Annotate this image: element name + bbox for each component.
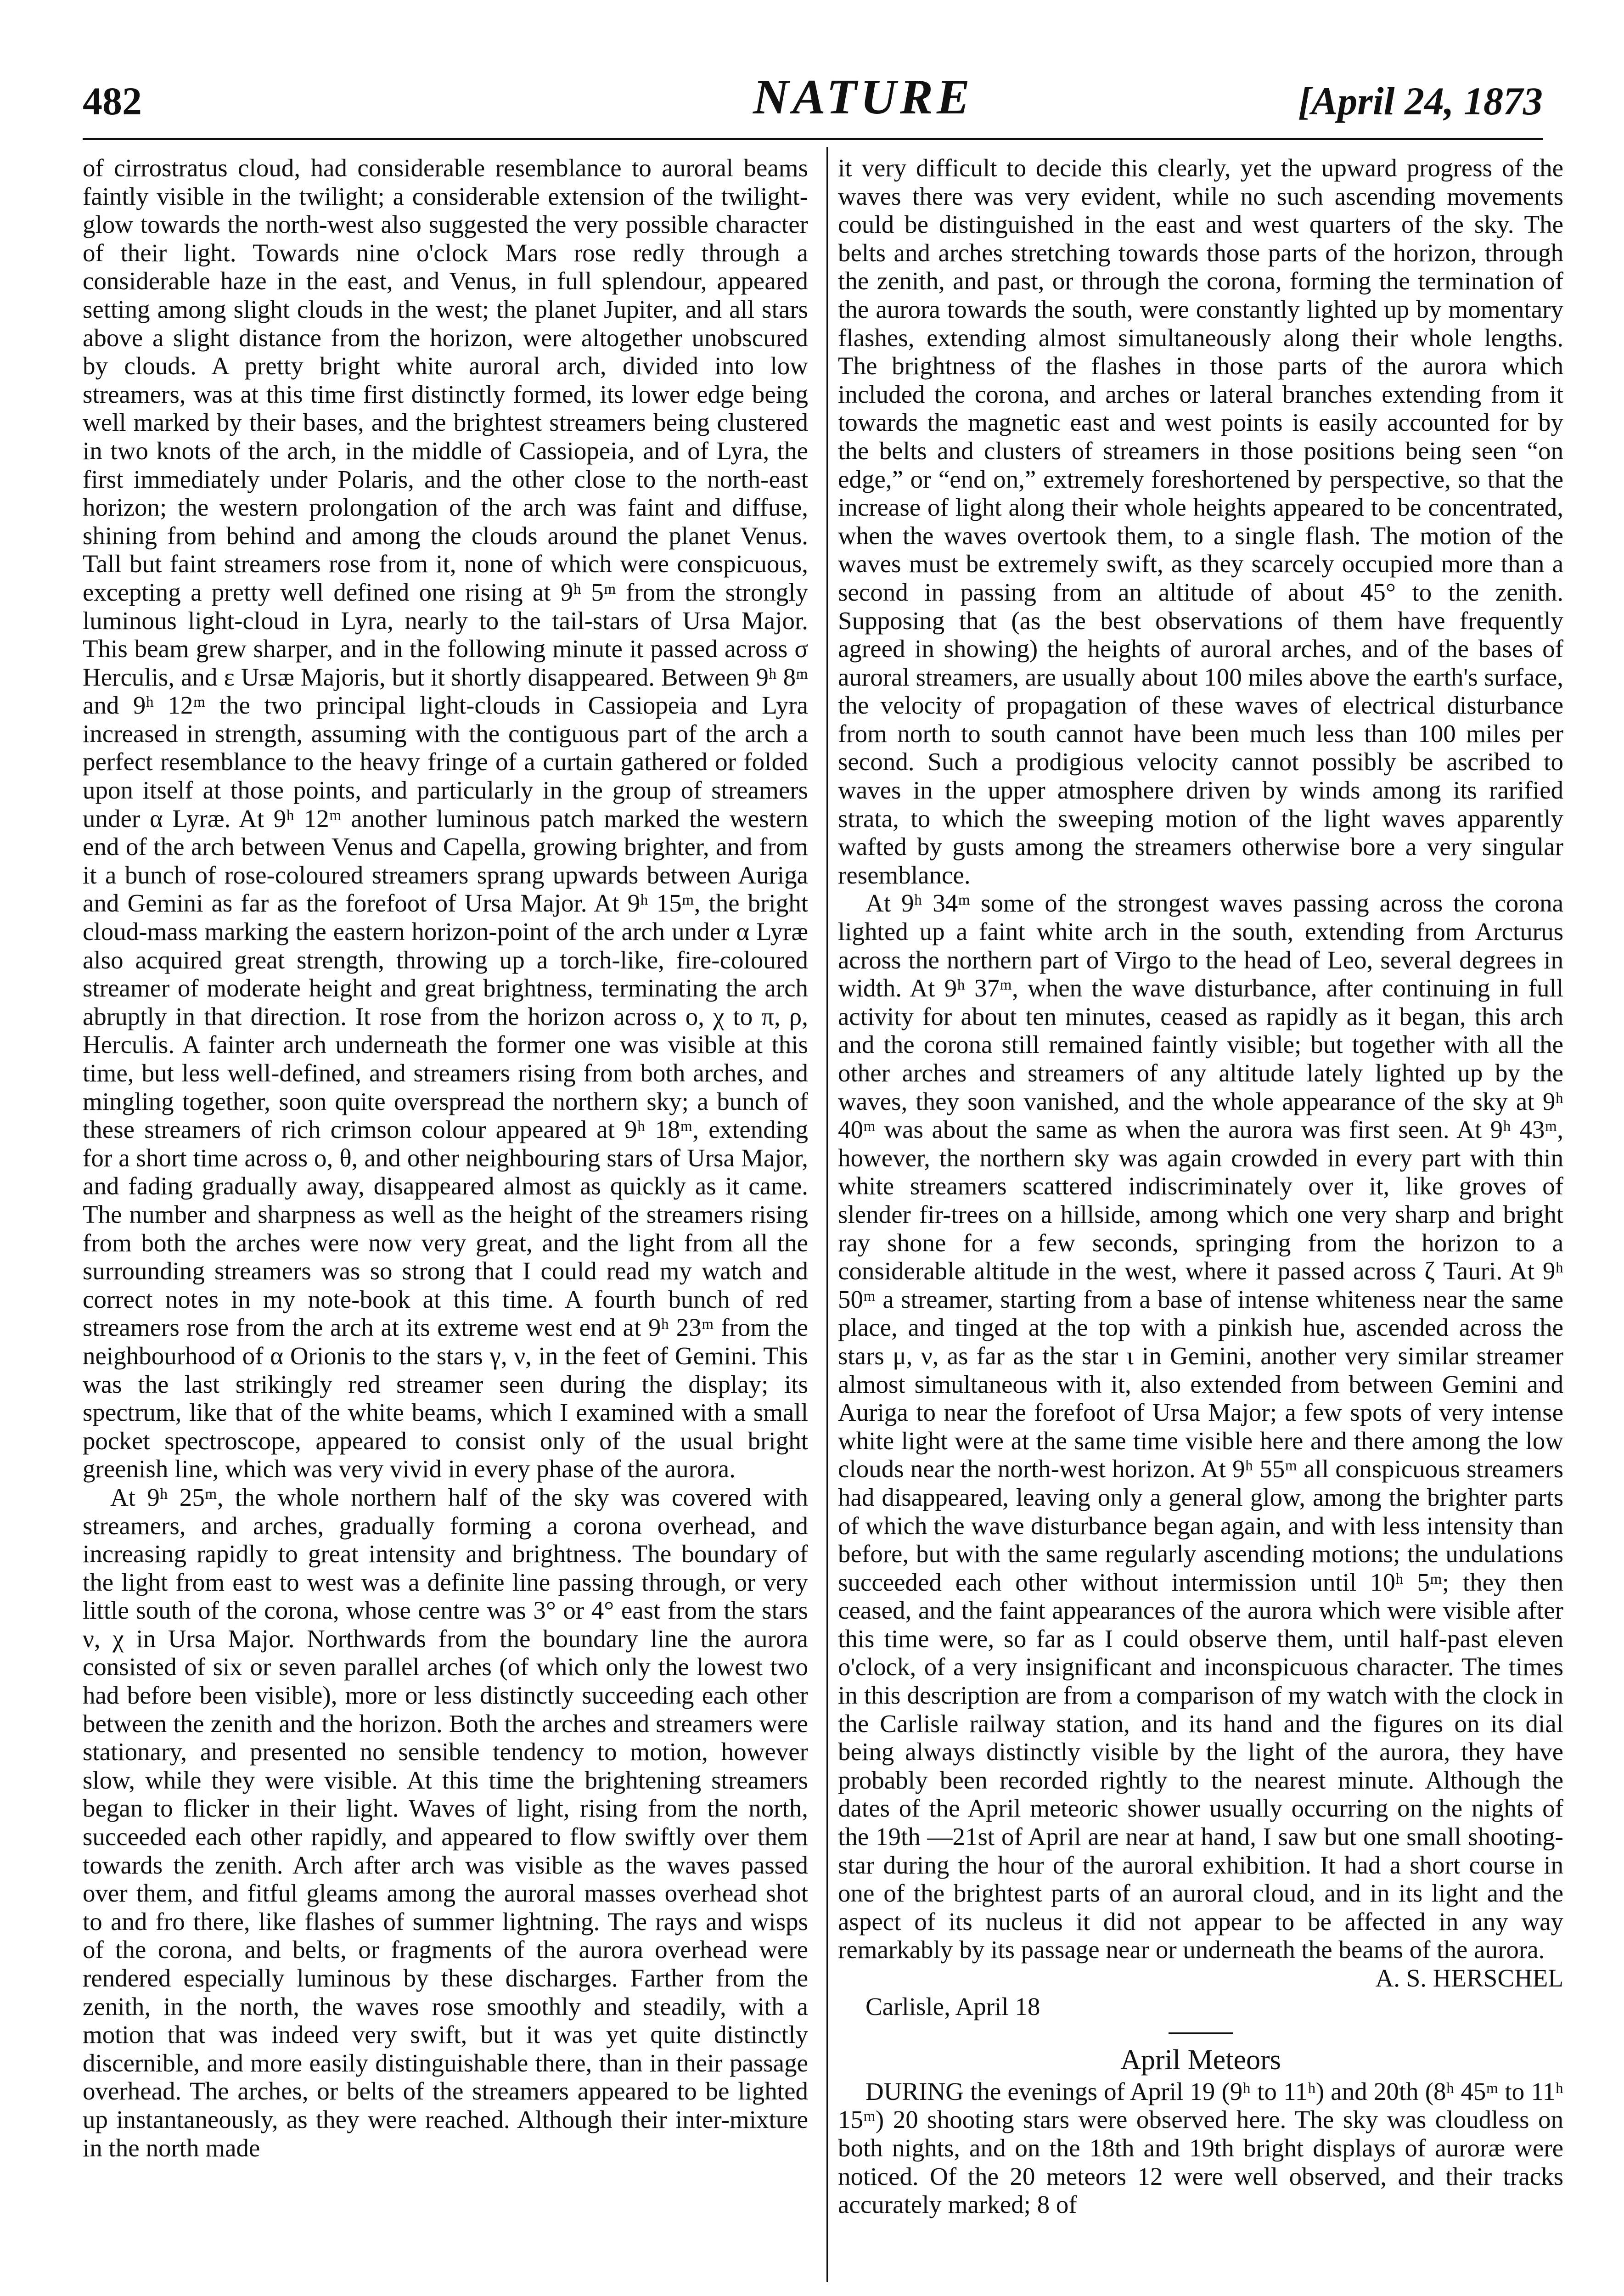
left-paragraph-1: of cirrostratus cloud, had considerable resemblance to auroral beams faintly visible in the twilight; a considerable extension of the twilight-glow towards the north-west also suggested the very possible character of their light. Towards nine o'clock Mars rose redly through a considerable haze in the east, and Venus, in full splendour, appeared setting among slight clouds in the west; the planet Jupiter, and all stars above a slight distance from the horizon, were altogether unobscured by clouds. A pretty bright white auroral arch, divided into low streamers, was at this time first distinctly formed, its lower edge being well marked by their bases, and the brightest streamers being clustered in two knots of the arch, in the middle of Cassiopeia, and of Lyra, the first immediately under Polaris, and the other close to the north-east horizon; the western prolongation of the arch was faint and diffuse, shining from behind and among the clouds around the planet Venus. Tall but faint streamers rose from it, none of which were conspicuous, excepting a pretty well defined one rising at 9ʰ 5ᵐ from the strongly luminous light-cloud in Lyra, nearly to the tail-stars of Ursa Major. This beam grew sharper, and in the following minute it passed across σ Herculis, and ε Ursæ Majoris, but it shortly disappeared. Between 9ʰ 8ᵐ and 9ʰ 12ᵐ the two principal light-clouds in Cassiopeia and Lyra increased in strength, assuming with the contiguous part of the arch a perfect resemblance to the heavy fringe of a curtain gathered or folded upon itself at those points, and particularly in the group of streamers under α Lyræ. At 9ʰ 12ᵐ another luminous patch marked the western end of the arch between Venus and Capella, growing brighter, and from it a bunch of rose-coloured streamers sprang upwards between Auriga and Gemini as far as the forefoot of Ursa Major. At 9ʰ 15ᵐ, the bright cloud-mass marking the eastern horizon-point of the arch under α Lyræ also acquired great strength, throwing up a torch-like, fire-coloured streamer of moderate height and great brightness, terminating the arch abruptly in that direction. It rose from the horizon across ο, χ to π, ρ, Herculis. A fainter arch underneath the former one was visible at this time, but less well-defined, and streamers rising from both arches, and mingling together, soon quite overspread the northern sky; a bunch of these streamers of rich crimson colour appeared at 9ʰ 18ᵐ, extending for a short time across ο, θ, and other neighbouring stars of Ursa Major, and fading gradually away, disappeared almost as quickly as it came. The number and sharpness as well as the height of the streamers rising from both the arches were now very great, and the light from all the surrounding streamers was so strong that I could read my watch and correct notes in my note-book at this time. A fourth bunch of red streamers rose from the arch at its extreme west end at 9ʰ 23ᵐ from the neighbourhood of α Orionis to the stars γ, ν, in the feet of Gemini. This was the last strikingly red streamer seen during the display; its spectrum, like that of the white beams, which I examined with a small pocket spectroscope, appeared to consist only of the usual bright greenish line, which was very vivid in every phase of the aurora.	[83, 154, 808, 1483]
right-column	[838, 154, 1563, 2219]
left-column	[83, 154, 808, 2162]
section-title: April Meteors	[1120, 2044, 1281, 2076]
page-header	[83, 69, 1543, 138]
right-paragraph-2: At 9ʰ 34ᵐ some of the strongest waves passing across the corona lighted up a faint white arch in the south, extending from Arcturus across the northern part of Virgo to the head of Leo, several degrees in width. At 9ʰ 37ᵐ, when the wave disturbance, after continuing in full activity for about ten minutes, ceased as rapidly as it began, this arch and the corona still remained faintly visible; but together with all the other arches and streamers of any altitude lately lighted up by the waves, they soon vanished, and the whole appearance of the sky at 9ʰ 40ᵐ was about the same as when the aurora was first seen. At 9ʰ 43ᵐ, however, the northern sky was again crowded in every part with thin white streamers scattered indiscriminately over it, like groves of slender fir-trees on a hillside, among which one very sharp and bright ray shone for a few seconds, springing from the horizon to a considerable altitude in the west, where it passed across ζ Tauri. At 9ʰ 50ᵐ a streamer, starting from a base of intense whiteness near the same place, and tinged at the top with a pinkish hue, ascended across the stars μ, ν, as far as the star ι in Gemini, another very similar streamer almost simultaneous with it, also extended from between Gemini and Auriga to near the forefoot of Ursa Major; a few spots of very intense white light were at the same time visible here and there among the low clouds near the north-west horizon. At 9ʰ 55ᵐ all conspicuous streamers had disappeared, leaving only a general glow, among the brighter parts of which the wave disturbance began again, and with less intensity than before, but with the same regularly ascending motions; the undulations succeeded each other without intermission until 10ʰ 5ᵐ; they then ceased, and the faint appearances of the aurora which were visible after this time were, so far as I could observe them, until half-past eleven o'clock, of a very insignificant and inconspicuous character. The times in this description are from a comparison of my watch with the clock in the Carlisle railway station, and its hand and the figures on its dial being always distinctly visible by the light of the aurora, they have probably been recorded rightly to the nearest minute. Although the dates of the April meteoric shower usually occurring on the nights of the 19th —21st of April are near at hand, I saw but one small shooting-star during the hour of the auroral exhibition. It had a short course in one of the brightest parts of an auroral cloud, and in its light and the aspect of its nucleus it did not appear to be affected in any way remarkably by its passage near or underneath the beams of the aurora.	[838, 889, 1563, 1964]
left-paragraph-2: At 9ʰ 25ᵐ, the whole northern half of the sky was covered with streamers, and arches, gradually forming a corona overhead, and increasing rapidly to great intensity and brightness. The boundary of the light from east to west was a definite line passing through, or very little south of the corona, whose centre was 3° or 4° east from the stars ν, χ in Ursa Major. Northwards from the boundary line the aurora consisted of six or seven parallel arches (of which only the lowest two had before been visible), more or less distinctly succeeding each other between the zenith and the horizon. Both the arches and streamers were stationary, and presented no sensible tendency to motion, however slow, while they were visible. At this time the brightening streamers began to flicker in their light. Waves of light, rising from the north, succeeded each other rapidly, and appeared to flow swiftly over them towards the zenith. Arch after arch was visible as the waves passed over them, and fitful gleams among the auroral masses overhead shot to and fro there, like flashes of summer lightning. The rays and wisps of the corona, and belts, or fragments of the aurora overhead were rendered especially luminous by these discharges. Farther from the zenith, in the north, the waves rose smoothly and steadily, with a motion that was indeed very swift, but it was yet quite distinctly discernible, and more easily distinguishable there, than in their passage overhead. The arches, or belts of the streamers appeared to be lighted up instantaneously, as they were reached. Although their inter-mixture in the north made	[83, 1483, 808, 2162]
right-paragraph-3-text: the evenings of April 19 (9ʰ to 11ʰ) and 20th (8ʰ 45ᵐ to 11ʰ 15ᵐ) 20 shooting stars were observed here. The sky was cloudless on both nights, and on the 18th and 19th bright displays of auroræ were noticed. Of the 20 meteors 12 were well observed, and their tracks accurately marked; 8 of	[838, 2077, 1563, 2219]
column-divider	[826, 147, 828, 2282]
issue-date: [April 24, 1873	[1298, 79, 1543, 123]
letter-dateline: Carlisle, April 18	[865, 1992, 1040, 2020]
page-number: 482	[83, 79, 142, 123]
drop-lead-word: DURING	[865, 2077, 964, 2105]
right-paragraph-3	[838, 2077, 1563, 2219]
journal-title: NATURE	[753, 70, 974, 124]
section-separator	[1169, 2032, 1233, 2034]
author-signature: A. S. HERSCHEL	[1375, 1964, 1563, 1992]
right-paragraph-1: it very difficult to decide this clearly, yet the upward progress of the waves there was very evident, while no such ascending movements could be distinguished in the east and west quarters of the sky. The belts and arches stretching towards those parts of the horizon, through the zenith, and past, or through the corona, forming the termination of the aurora towards the south, were constantly lighted up by momentary flashes, extending almost simultaneously along their whole lengths. The brightness of the flashes in those parts of the aurora which included the corona, and arches or lateral branches extending from it towards the magnetic east and west points is easily accounted for by the belts and clusters of streamers in those positions being seen “on edge,” or “end on,” extremely foreshortened by perspective, so that the increase of light along their whole heights appeared to be concentrated, when the waves overtook them, to a single flash. The motion of the waves must be extremely swift, as they scarcely occupied more than a second in passing from an altitude of about 45° to the zenith. Supposing that (as the best observations of them have frequently agreed in showing) the heights of auroral arches, and of the bases of auroral streamers, are usually about 100 miles above the earth's surface, the velocity of propagation of these waves of electrical disturbance from north to south cannot have been much less than 100 miles per second. Such a prodigious velocity cannot possibly be ascribed to waves in the upper atmosphere driven by winds among its rarified strata, to which the sweeping motion of the light waves apparently wafted by gusts among the streamers otherwise bore a very singular resemblance.	[838, 154, 1563, 889]
header-rule	[83, 138, 1543, 140]
